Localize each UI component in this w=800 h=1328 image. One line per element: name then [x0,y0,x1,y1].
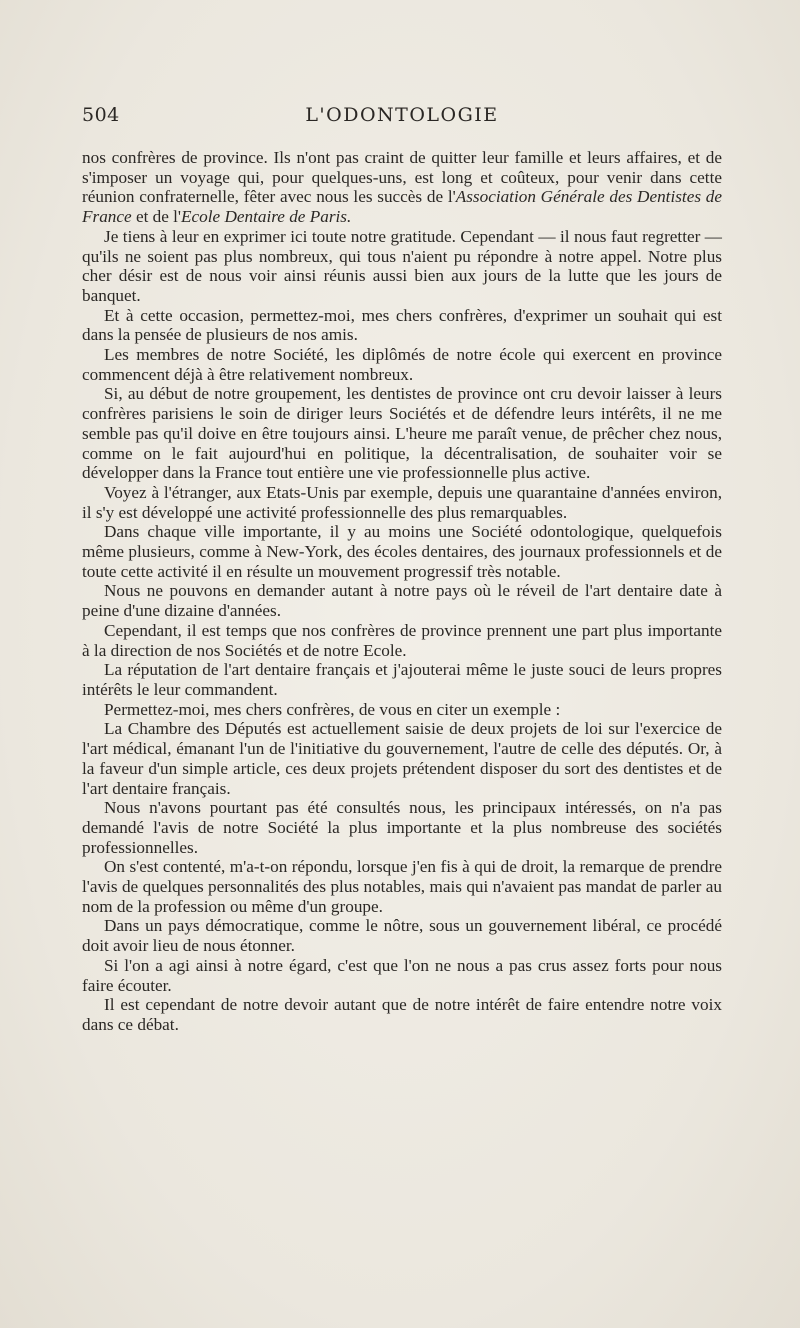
paragraph: Dans un pays démocratique, comme le nôtre, sous un gouvernement libéral, ce procédé doit avoir lieu de nous étonner. [82,916,722,956]
paragraph: Voyez à l'étranger, aux Etats-Unis par exemple, depuis une quarantaine d'années environ, il s'y est développé une activité professionnelle des plus remarquables. [82,482,722,522]
paragraph: Cependant, il est temps que nos confrères de province prennent une part plus importante à la direction de nos Sociétés et de notre Ecole. [82,620,722,660]
paragraph: La Chambre des Députés est actuellement saisie de deux projets de loi sur l'exercice de l'art médical, émanant l'un de l'initiative du gouvernement, l'autre de celle des députés. Or, à la faveur d'un simple article, ces deux projets prétendent disposer du sort des dentistes et de l'art dentaire français. [82,719,722,798]
paragraph: Je tiens à leur en exprimer ici toute notre gratitude. Cependant — il nous faut regretter — qu'ils ne soient pas plus nombreux, qui tous n'aient pu répondre à notre appel. Notre plus cher désir est de nous voir ainsi réunis aussi bien aux jours de la lutte que les jours de banquet. [82,226,722,305]
paragraph: Si l'on a agi ainsi à notre égard, c'est que l'on ne nous a pas crus assez forts pour nous faire écouter. [82,955,722,995]
paragraph [82,148,722,227]
paragraph-text: et de l' [131,207,182,227]
paragraph: On s'est contenté, m'a-t-on répondu, lorsque j'en fis à qui de droit, la remarque de prendre l'avis de quelques personnalités des plus notables, mais qui n'avaient pas mandat de parler au nom de la profession ou même d'un groupe. [82,857,722,916]
paragraph: Nous n'avons pourtant pas été consultés nous, les principaux intéressés, on n'a pas demandé l'avis de notre Société la plus importante et la plus nombreuse des sociétés professionnelles. [82,798,722,857]
running-head [82,100,722,132]
paragraph: Nous ne pouvons en demander autant à notre pays où le réveil de l'art dentaire date à peine d'une dizaine d'années. [82,581,722,621]
paragraph: Si, au début de notre groupement, les dentistes de province ont cru devoir laisser à leurs confrères parisiens le soin de diriger leurs Sociétés et de défendre leurs intérêts, il ne me semble pas qu'il doive en être toujours ainsi. L'heure me paraît venue, de prêcher chez nous, comme on le fait aujourd'hui en politique, la décentralisation, de souhaiter voir se développer dans la France tout entière une vie professionnelle plus active. [82,384,722,483]
paragraph: Et à cette occasion, permettez-moi, mes chers confrères, d'exprimer un souhait qui est dans la pensée de plusieurs de nos amis. [82,305,722,345]
journal-title: L'ODONTOLOGIE [305,104,499,126]
body-text [82,148,722,1035]
association-name: Association Générale des Dentistes de France [82,187,722,227]
paragraph-text: nos confrères de province. Ils n'ont pas craint de quitter leur famille et leurs affaires, et de s'imposer un voyage qui, pour quelques-uns, est long et coûteux, pour venir dans cette réunion confraternelle, fêter avec nous les succès de l' [82,148,722,207]
paragraph: Les membres de notre Société, les diplômés de notre école qui exercent en province commencent déjà à être relativement nombreux. [82,345,722,384]
paragraph: La réputation de l'art dentaire français et j'ajouterai même le juste souci de leurs propres intérêts le leur commandent. [82,660,722,699]
paragraph: Permettez-moi, mes chers confrères, de vous en citer un exemple : [104,699,561,719]
page-number: 504 [82,104,120,126]
paragraph: Dans chaque ville importante, il y au moins une Société odontologique, quelquefois même plusieurs, comme à New-York, des écoles dentaires, des journaux professionnels et de toute cette activité il en résulte un mouvement progressif très notable. [82,522,722,581]
paragraph: Il est cependant de notre devoir autant que de notre intérêt de faire entendre notre voix dans ce débat. [82,995,722,1034]
school-name: Ecole Dentaire de Paris. [181,207,352,227]
